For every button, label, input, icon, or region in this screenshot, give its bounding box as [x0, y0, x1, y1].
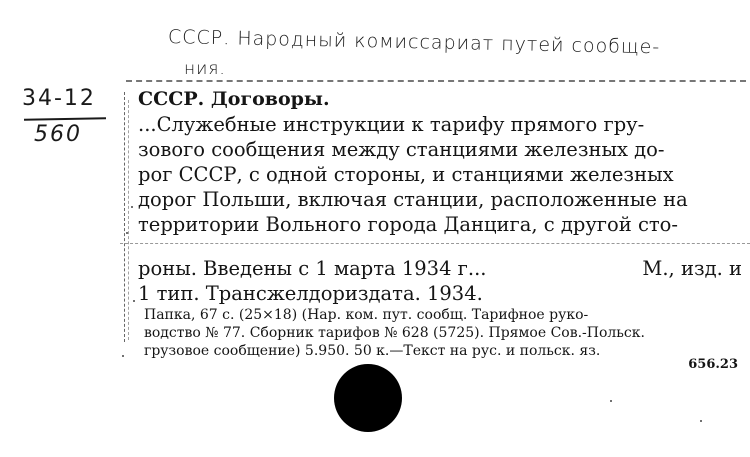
- speck: [610, 400, 612, 402]
- speck: [133, 300, 135, 302]
- speck: [122, 355, 124, 357]
- entry-imprint: [138, 256, 742, 306]
- handwritten-line-2: ния.: [184, 59, 226, 79]
- entry-line-3: рог СССР, с одной стороны, и станциями железных: [138, 163, 674, 186]
- left-margin-rule-2: [128, 100, 130, 340]
- speck: [126, 232, 128, 234]
- entry-paragraph: [138, 112, 742, 237]
- classification-code: 656.23: [688, 357, 738, 372]
- left-margin-rule: [124, 92, 126, 342]
- entry-line-5: территории Вольного города Данцига, с другой сто-: [138, 213, 678, 236]
- desc-line-2: водство № 77. Сборник тарифов № 628 (5725). Прямое Сов.-Польск.: [144, 325, 645, 341]
- entry-description: [144, 306, 742, 360]
- top-dashed-rule: [126, 80, 746, 82]
- desc-line-1: Папка, 67 с. (25×18) (Нар. ком. пут. сообщ. Тарифное руко-: [144, 307, 589, 323]
- punch-hole: [334, 364, 402, 432]
- shelfmark-top: 34-12: [22, 86, 96, 111]
- entry-line-7: 1 тип. Трансжелдориздата. 1934.: [138, 282, 483, 305]
- entry-line-4: дорог Польши, включая станции, расположенные на: [138, 188, 688, 211]
- shelfmark-divider: [24, 117, 106, 120]
- entry-line-6: [138, 256, 742, 281]
- middle-dashed-rule: [120, 243, 750, 244]
- speck: [700, 420, 702, 422]
- speck: [131, 206, 133, 208]
- entry-line-2: зового сообщения между станциями железных до-: [138, 138, 665, 161]
- entry-line-6-left: роны. Введены с 1 марта 1934 г...: [138, 257, 487, 280]
- entry-line-6-right: М., изд. и: [642, 257, 742, 280]
- entry-line-1: ...Служебные инструкции к тарифу прямого гру-: [138, 113, 645, 136]
- shelfmark-bottom: 560: [34, 122, 82, 147]
- desc-line-3: грузовое сообщение) 5.950. 50 к.—Текст на рус. и польск. яз.: [144, 343, 601, 359]
- handwritten-line-1: СССР. Народный комиссариат путей сообще-: [167, 26, 661, 59]
- entry-heading: СССР. Договоры.: [138, 88, 330, 110]
